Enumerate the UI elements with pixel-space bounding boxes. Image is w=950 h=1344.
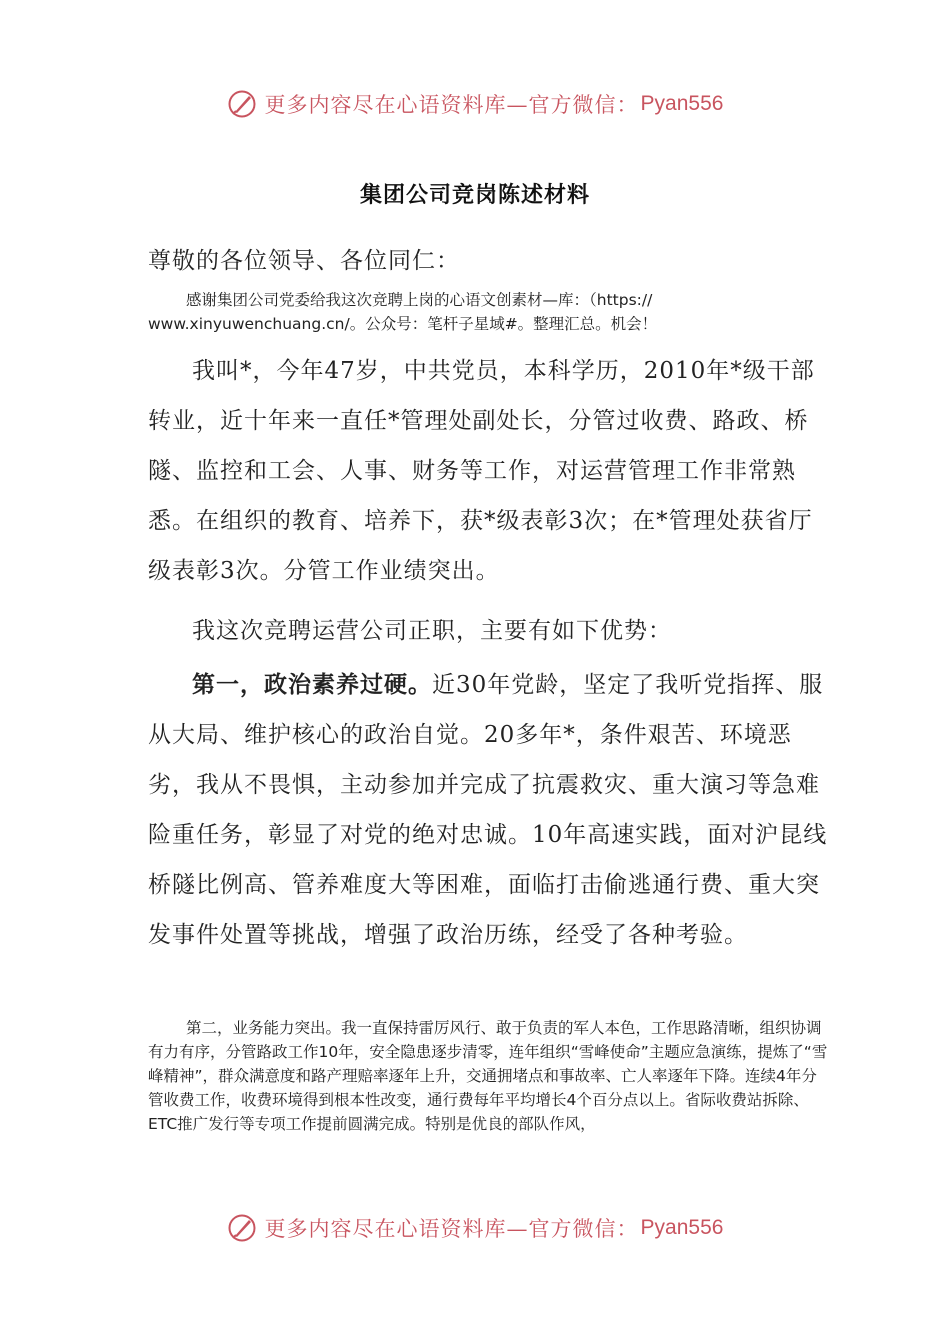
thanks-paragraph: 感谢集团公司党委给我这次竞聘上岗的心语文创素材—库：（https:// www.xinyuwenchuang.cn/。公众号：笔杆子星域#。整理汇总。机会！ bbox=[148, 291, 658, 333]
footer-watermark bbox=[0, 1208, 950, 1248]
watermark-text: 更多内容尽在心语资料库—官方微信： bbox=[264, 1217, 639, 1241]
document-title: 集团公司竞岗陈述材料 bbox=[359, 183, 590, 208]
first-advantage-heading: 第一，政治素养过硬。 bbox=[192, 672, 432, 698]
watermark-wechat-id: Pyan556 bbox=[640, 92, 724, 115]
quill-logo-icon bbox=[227, 1213, 257, 1243]
watermark-wechat-id: Pyan556 bbox=[640, 1216, 724, 1239]
header-watermark bbox=[0, 84, 950, 124]
first-advantage-paragraph bbox=[148, 660, 828, 960]
watermark-text: 更多内容尽在心语资料库—官方微信： bbox=[264, 93, 639, 117]
intro-paragraph: 我叫*，今年47岁，中共党员，本科学历，2010年*级干部转业，近十年来一直任*管理处副处长，分管过收费、路政、桥隧、监控和工会、人事、财务等工作，对运营管理工作非常熟悉。在组织的教育、培养下，获*级表彰3次；在*管理处获省厅级表彰3次。分管工作业绩突出。 bbox=[148, 358, 815, 584]
quill-logo-icon bbox=[227, 89, 257, 119]
second-advantage-paragraph: 第二，业务能力突出。我一直保持雷厉风行、敢于负责的军人本色，工作思路清晰，组织协调有力有序，分管路政工作10年，安全隐患逐步清零，连年组织“雪峰使命”主题应急演练，提炼了“雪峰精神”，群众满意度和路产理赔率逐年上升，交通拥堵点和事故率、亡人率逐年下降。连续4年分管收费工作，收费环境得到根本性改变，通行费每年平均增长4个百分点以上。省际收费站拆除、ETC推广发行等专项工作提前圆满完成。特别是优良的部队作风， bbox=[148, 1019, 828, 1133]
advantages-intro: 我这次竞聘运营公司正职，主要有如下优势： bbox=[192, 618, 672, 644]
greeting: 尊敬的各位领导、各位同仁： bbox=[148, 248, 460, 274]
first-advantage-body: 近30年党龄，坚定了我听党指挥、服从大局、维护核心的政治自觉。20多年*，条件艰苦、环境恶劣，我从不畏惧，主动参加并完成了抗震救灾、重大演习等急难险重任务，彰显了对党的绝对忠诚。10年高速实践，面对沪昆线桥隧比例高、管养难度大等困难，面临打击偷逃通行费、重大突发事件处置等挑战，增强了政治历练，经受了各种考验。 bbox=[148, 672, 828, 948]
